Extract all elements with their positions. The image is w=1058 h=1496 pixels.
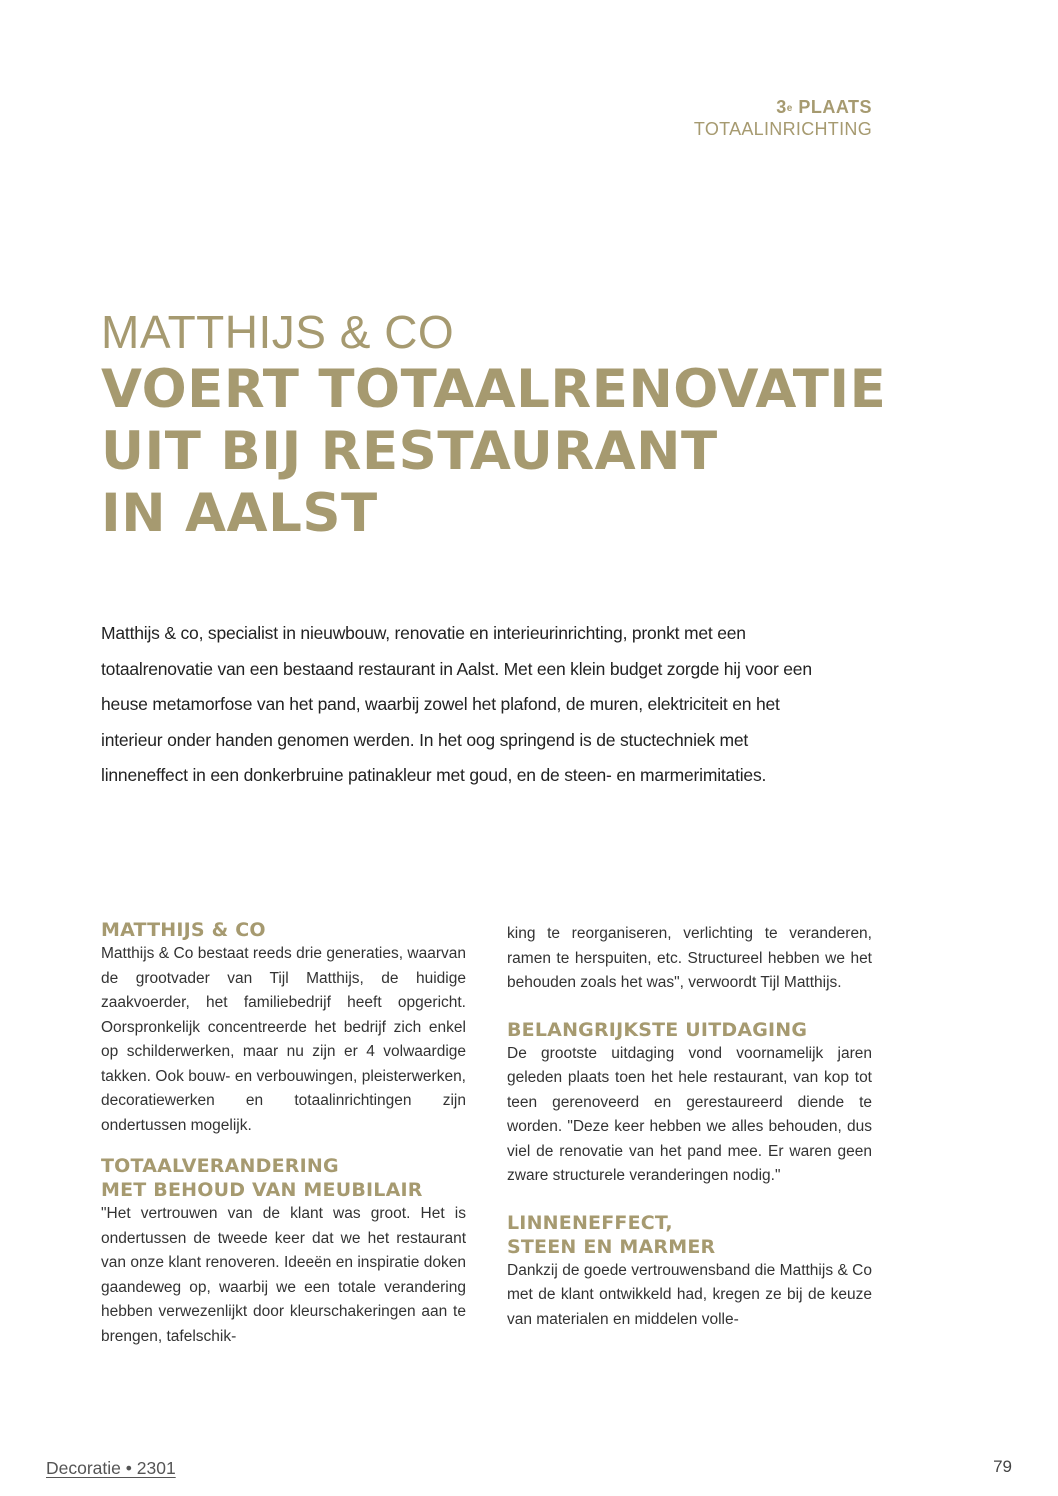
award-label [694, 96, 872, 140]
intro-paragraph [101, 616, 821, 794]
award-rank-number: 3 [776, 97, 787, 117]
heading-line: STEEN EN MARMER [507, 1235, 716, 1258]
section-heading-totaalverandering [101, 1154, 466, 1202]
section-body-totaalverandering: "Het vertrouwen van de klant was groot. Het is ondertussen de tweede keer dat we het restaurant van onze klant renoveren. Ideeën en inspiratie doken gaandeweg op, waarbij we een totale verandering hebben verwezenlijkt door kleurschakeringen aan te brengen, tafelschik- [101, 1205, 466, 1345]
publication-link[interactable]: Decoratie • 2301 [46, 1458, 176, 1478]
section-heading-linneneffect [507, 1211, 872, 1259]
award-rank-suffix: e [786, 103, 793, 114]
continued-text: king te reorganiseren, verlichting te veranderen, ramen te herspuiten, etc. Structureel hebben we het behouden zoals het was", verwoordt Tijl Matthijs. [507, 925, 872, 991]
title-company: MATTHIJS & CO [101, 306, 455, 358]
heading-line: MET BEHOUD VAN MEUBILAIR [101, 1179, 423, 1201]
intro-line: totaalrenovatie van een bestaand restaurant in Aalst. Met een klein budget zorgde hij voor een [101, 658, 812, 679]
section-body-uitdaging: De grootste uitdaging vond voornamelijk jaren geleden plaats toen het hele restaurant, van kop tot teen gerenoveerd en gerestaureerd diende te worden. "Deze keer hebben we alles behouden, dus viel de renovatie van het pand mee. Er waren geen zware structurele veranderingen nodig." [507, 1044, 872, 1184]
intro-line: linneneffect in een donkerbruine patinakleur met goud, en de steen- en marmerimitaties. [101, 765, 767, 785]
article-title [101, 305, 901, 545]
award-rank [694, 96, 872, 118]
section-heading-uitdaging: BELANGRIJKSTE UITDAGING [507, 1018, 808, 1041]
title-line-4: IN AALST [101, 483, 378, 544]
title-line-2: VOERT TOTAALRENOVATIE [101, 359, 887, 420]
heading-line: LINNENEFFECT, [507, 1211, 673, 1234]
section-heading-matthijs: MATTHIJS & CO [101, 919, 266, 941]
intro-line: Matthijs & co, specialist in nieuwbouw, renovatie en interieurinrichting, pronkt met een [101, 623, 746, 643]
title-line-3: UIT BIJ RESTAURANT [101, 421, 718, 482]
section-body-matthijs: Matthijs & Co bestaat reeds drie generaties, waarvan de grootvader van Tijl Matthijs, de huidige zaakvoerder, het familiebedrijf heeft opgericht. Oorspronkelijk concentreerde het bedrijf zich enkel op schilderwerken, maar nu zijn er 4 volwaardige takken. Ook bouw- en verbouwingen, pleisterwerken, decoratiewerken en totaalinrichtingen zijn ondertussen mogelijk. [101, 945, 466, 1134]
section-body-linneneffect: Dankzij de goede vertrouwensband die Matthijs & Co met de klant ontwikkeld had, kregen ze bij de keuze van materialen en middelen volle- [507, 1261, 872, 1328]
award-rank-label: PLAATS [798, 97, 872, 117]
right-column [507, 922, 872, 1348]
page-number: 79 [993, 1457, 1012, 1476]
intro-line: heuse metamorfose van het pand, waarbij zowel het plafond, de muren, elektriciteit en het [101, 694, 780, 714]
heading-line: TOTAALVERANDERING [101, 1155, 339, 1177]
award-category: TOTAALINRICHTING [693, 119, 872, 139]
intro-line: interieur onder handen genomen werden. In het oog springend is de stuctechniek met [101, 729, 749, 750]
left-column [101, 918, 466, 1365]
